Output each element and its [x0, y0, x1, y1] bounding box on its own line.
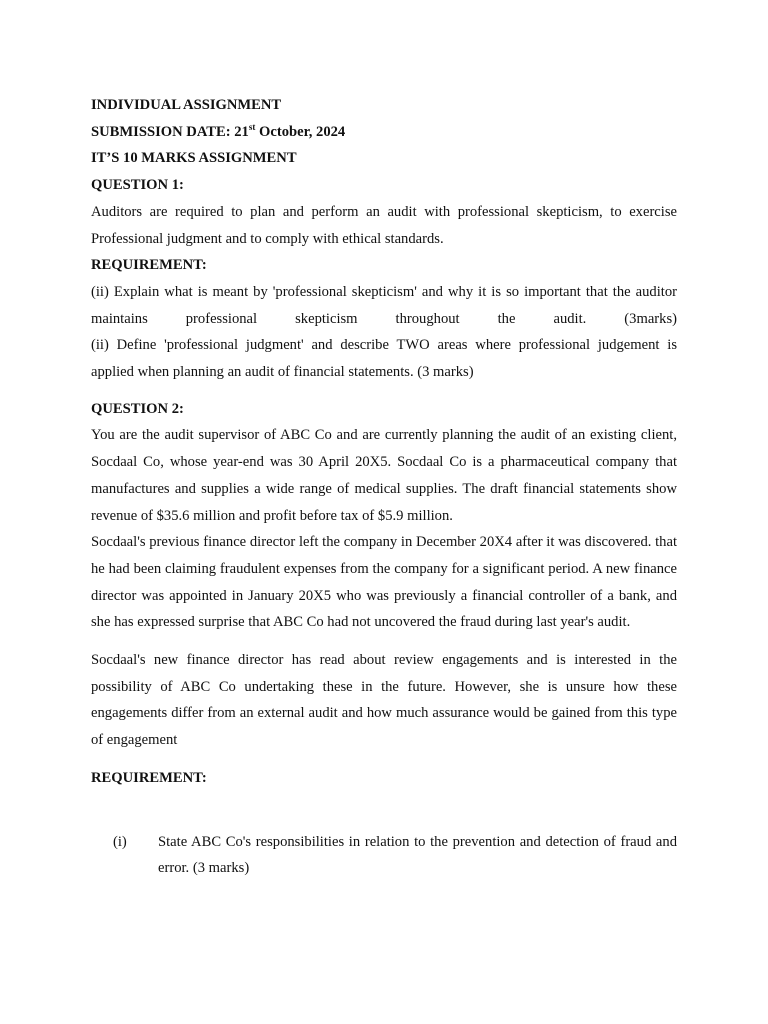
- question-1-requirement-a: (ii) Explain what is meant by 'professional skepticism' and why it is so important that the auditor maintains professional skepticism throughout the audit. (3marks): [91, 283, 677, 327]
- requirement-item-number: (i): [113, 833, 127, 850]
- question-2-paragraph-3: Socdaal's new finance director has read about review engagements and is interested in the possibility of ABC Co undertaking these in the future. However, she is unsure how these engagements differ from an external audit and how much assurance would be gained from this type of engagement: [91, 652, 677, 749]
- submission-date-suffix: October, 2024: [255, 123, 346, 140]
- question-2-heading: QUESTION 2:: [91, 400, 184, 417]
- question-1-requirement-heading: REQUIREMENT:: [91, 257, 207, 274]
- question-1-heading: QUESTION 1:: [91, 177, 184, 194]
- question-2-requirement-item: [113, 829, 677, 882]
- submission-date: [91, 119, 677, 146]
- assignment-title: INDIVIDUAL ASSIGNMENT: [91, 97, 282, 113]
- document-page: [91, 92, 677, 882]
- marks-line: IT’S 10 MARKS ASSIGNMENT: [91, 150, 297, 167]
- question-2-paragraph-1: You are the audit supervisor of ABC Co and are currently planning the audit of an existing client, Socdaal Co, whose year-end was 30 April 20X5. Socdaal Co is a pharmaceutical company that manufactures and supplies a wide range of medical supplies. The draft financial statements show revenue of $35.6 million and profit before tax of $5.9 million.: [91, 427, 677, 524]
- submission-date-prefix: SUBMISSION DATE: 21: [91, 123, 249, 140]
- question-2-paragraph-2: Socdaal's previous finance director left the company in December 20X4 after it was discovered. that he had been claiming fraudulent expenses from the company for a significant period. A new finance director was appointed in January 20X5 who was previously a financial controller of a bank, and she has expressed surprise that ABC Co had not uncovered the fraud during last year's audit.: [91, 534, 677, 631]
- requirement-item-text: State ABC Co's responsibilities in relation to the prevention and detection of fraud and error. (3 marks): [158, 833, 677, 877]
- question-2-requirement-heading: REQUIREMENT:: [91, 769, 207, 786]
- submission-date-ordinal: st: [248, 121, 256, 132]
- question-1-requirement-b: (ii) Define 'professional judgment' and describe TWO areas where professional judgement is applied when planning an audit of financial statements. (3 marks): [91, 337, 677, 381]
- question-1-intro: Auditors are required to plan and perform an audit with professional skepticism, to exercise Professional judgment and to comply with ethical standards.: [91, 203, 677, 247]
